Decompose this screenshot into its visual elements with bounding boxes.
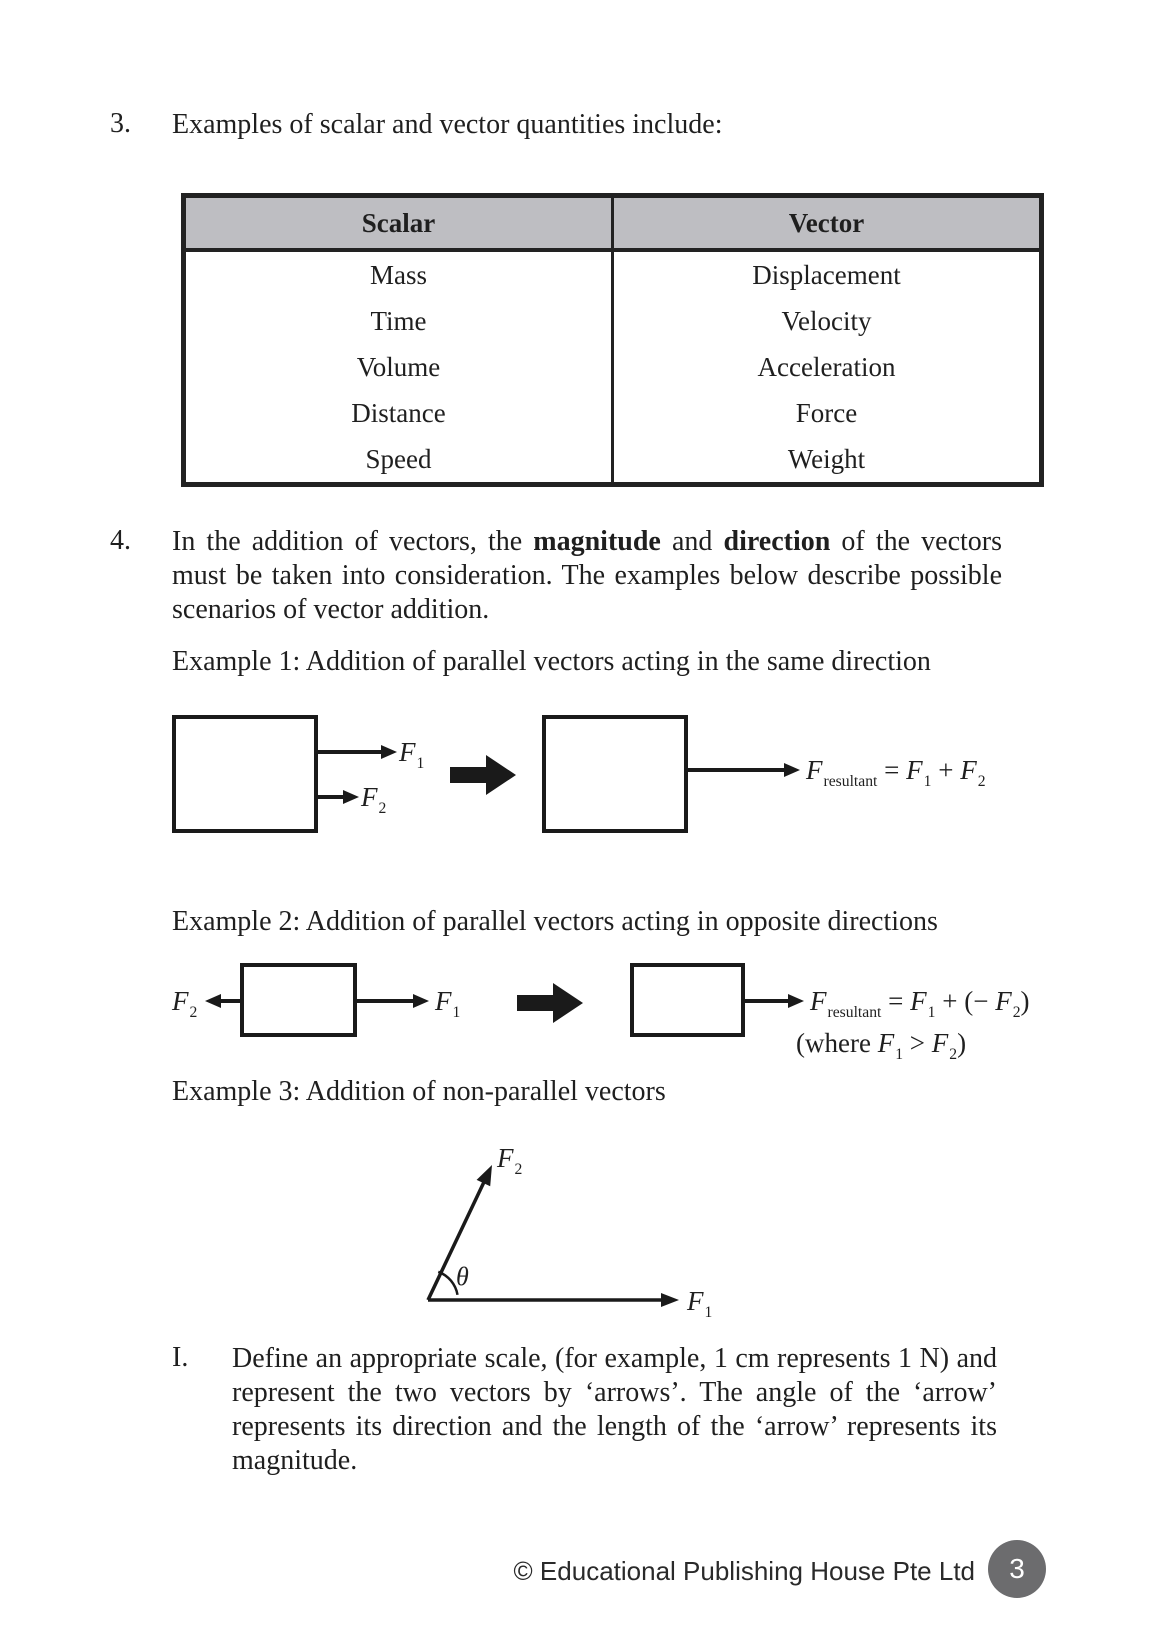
copyright-text: © Educational Publishing House Pte Ltd: [513, 1556, 975, 1586]
table-row: [186, 252, 1039, 298]
table-cell: Force: [611, 390, 1039, 436]
resultant-arrow: [688, 763, 800, 777]
f1-label: $F_1$: [435, 986, 461, 1022]
item-3-number: 3.: [110, 108, 131, 139]
f1-arrow: [318, 745, 397, 759]
table-row: [186, 344, 1039, 390]
f1-arrow: [357, 994, 429, 1008]
item-4-paragraph: In the addition of vectors, the magnitude and direction of the vectors must be taken into consideration. The examples below describe possible scenarios of vector addition.: [172, 526, 1002, 625]
table-cell: Weight: [611, 436, 1039, 482]
implies-block-arrow: [517, 983, 583, 1023]
f2-label: $F_2$: [497, 1143, 523, 1179]
resultant-equation: $F_{resultant} = F_1$ + (− $F_2$): [810, 986, 1030, 1022]
example-3-title: Example 3: Addition of non-parallel vectors: [172, 1076, 666, 1107]
table-row: [186, 390, 1039, 436]
table-header-scalar: Scalar: [361, 208, 436, 238]
f1-label: $F_1$: [399, 737, 425, 773]
resultant-condition: (where $F_1 > F_2$): [796, 1028, 967, 1064]
table-cell: Velocity: [611, 298, 1039, 344]
scalar-vector-table: [181, 193, 1044, 487]
f2-label: $F_2$: [361, 782, 387, 818]
resultant-arrow: [745, 994, 804, 1008]
table-cell: Displacement: [611, 252, 1039, 298]
table-header-vector: Vector: [611, 198, 1039, 248]
table-cell: Distance: [351, 398, 446, 428]
example-1-title: Example 1: Addition of parallel vectors acting in the same direction: [172, 646, 931, 677]
table-header-row: [186, 198, 1039, 252]
table-row: [186, 298, 1039, 344]
table-row: [186, 436, 1039, 482]
resultant-equation: $F_{resultant} = F_1 + F_2$: [806, 755, 986, 791]
example-3-diagram: [380, 1100, 740, 1320]
f1-arrow: [428, 1293, 679, 1307]
theta-label: θ: [456, 1262, 469, 1291]
f1-label: $F_1$: [687, 1286, 713, 1322]
page-number: 3: [1009, 1553, 1025, 1584]
implies-block-arrow: [450, 755, 516, 795]
example-1-diagram: [0, 700, 1165, 860]
f2-arrow-left: [205, 994, 240, 1008]
item-roman-number: I.: [172, 1342, 189, 1373]
table-cell: Acceleration: [611, 344, 1039, 390]
item-3-text: Examples of scalar and vector quantities include:: [172, 109, 723, 140]
table-cell: Mass: [369, 260, 427, 290]
example-2-title: Example 2: Addition of parallel vectors acting in opposite directions: [172, 906, 938, 937]
table-cell: Speed: [365, 444, 432, 474]
example-1-arrows: [0, 700, 1165, 860]
item-4-number: 4.: [110, 525, 131, 556]
f2-label: $F_2$: [172, 986, 198, 1022]
item-roman-text: Define an appropriate scale, (for example, 1 cm represents 1 N) and represent the two vectors by ‘arrows’. The angle of the ‘arrow’ represents its direction and the length of the ‘arrow’ represents its magnitude.: [232, 1343, 997, 1476]
table-cell: Time: [370, 306, 427, 336]
table-cell: Volume: [356, 352, 441, 382]
f2-arrow: [318, 790, 359, 804]
example-2-diagram: [0, 955, 1165, 1070]
page-number-badge: [988, 1540, 1046, 1598]
